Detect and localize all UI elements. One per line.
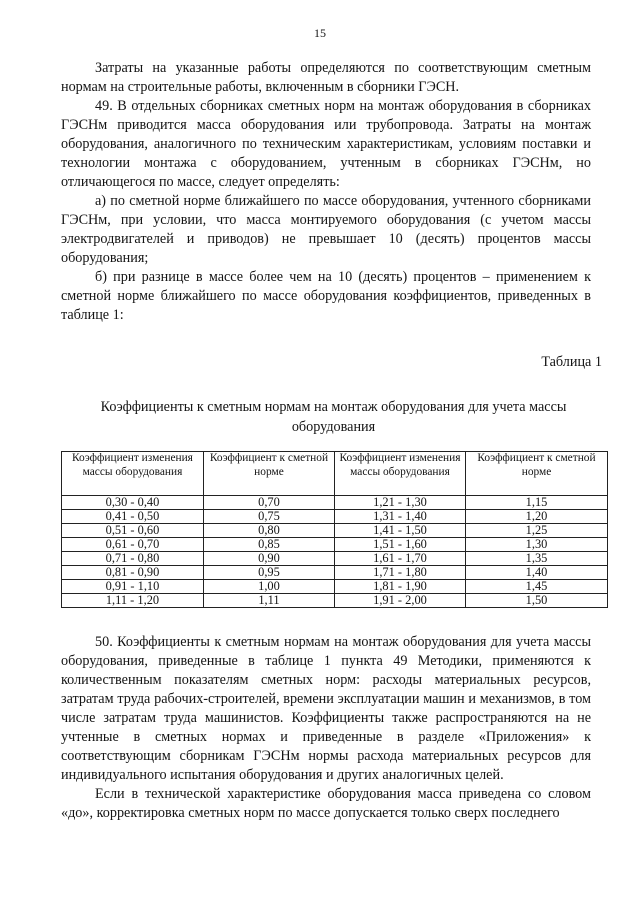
page-number: 15 xyxy=(314,26,326,40)
table-cell: 1,50 xyxy=(466,594,608,608)
table-title: Коэффициенты к сметным нормам на монтаж оборудования для учета массы оборудования xyxy=(100,399,567,435)
table-cell: 0,70 xyxy=(203,496,334,510)
paragraph-50: 50. Коэффициенты к сметным нормам на монтаж оборудования для учета массы оборудования, приведенные в таблице 1 пункта 49 Методики, применяются к количественным показателям сметных норм: расходы материальных ресурсов, затратам труда рабочих-строителей, времени эксплуатации машин и механизмов, в том числе затратам труда машинистов. Коэффициенты также распространяются на не учтенные в сметных нормах и приведенные в разделе «Приложения» к соответствующим сборникам ГЭСНм нормы расхода материальных ресурсов для индивидуального испытания оборудования и других аналогичных целей. xyxy=(61,634,591,783)
table-row xyxy=(62,496,608,510)
paragraph: Затраты на указанные работы определяются по соответствующим сметным нормам на строительные работы, включенным в сборники ГЭСН. xyxy=(61,60,591,95)
table-row xyxy=(62,566,608,580)
table-cell: 1,11 xyxy=(203,594,334,608)
table-header-row xyxy=(62,452,608,496)
table-cell: 1,51 - 1,60 xyxy=(334,538,465,552)
table-row xyxy=(62,594,608,608)
table-cell: 1,15 xyxy=(466,496,608,510)
table-cell: 1,41 - 1,50 xyxy=(334,524,465,538)
table-cell: 0,81 - 0,90 xyxy=(62,566,204,580)
table-cell: 1,71 - 1,80 xyxy=(334,566,465,580)
table-cell: 1,91 - 2,00 xyxy=(334,594,465,608)
table-cell: 0,85 xyxy=(203,538,334,552)
table-cell: 1,30 xyxy=(466,538,608,552)
table-cell: 1,25 xyxy=(466,524,608,538)
table-cell: 1,61 - 1,70 xyxy=(334,552,465,566)
table-row xyxy=(62,538,608,552)
body-text-bottom xyxy=(61,633,591,823)
table-cell: 0,75 xyxy=(203,510,334,524)
table-cell: 1,40 xyxy=(466,566,608,580)
table-row xyxy=(62,552,608,566)
table-header-cell: Коэффициент к сметной норме xyxy=(466,452,608,496)
table-body xyxy=(62,496,608,608)
table-cell: 0,91 - 1,10 xyxy=(62,580,204,594)
table-row xyxy=(62,524,608,538)
paragraph-49: 49. В отдельных сборниках сметных норм на монтаж оборудования в сборниках ГЭСНм приводится масса оборудования или трубопровода. Затраты на монтаж оборудования, аналогичного по техническим характеристикам, условиям поставки и технологии монтажа с оборудованием, учтенным в сборниках ГЭСНм, но отличающегося по массе, следует определять: xyxy=(61,98,591,190)
table-cell: 0,61 - 0,70 xyxy=(62,538,204,552)
table-cell: 1,45 xyxy=(466,580,608,594)
table-row xyxy=(62,510,608,524)
paragraph-49b: б) при разнице в массе более чем на 10 (десять) процентов – применением к сметной норме ближайшего по массе оборудования коэффициентов, приведенных в таблице 1: xyxy=(61,269,591,323)
body-text-top xyxy=(61,59,591,325)
table-header-cell: Коэффициент изменения массы оборудования xyxy=(62,452,204,496)
table-row xyxy=(62,580,608,594)
table-cell: 1,35 xyxy=(466,552,608,566)
table-cell: 1,20 xyxy=(466,510,608,524)
table-cell: 0,80 xyxy=(203,524,334,538)
table-label: Таблица 1 xyxy=(541,354,602,370)
table-cell: 1,31 - 1,40 xyxy=(334,510,465,524)
paragraph-49a: а) по сметной норме ближайшего по массе оборудования, учтенного сборниками ГЭСНм, при условии, что масса монтируемого оборудования (с учетом массы электродвигателей и приводов) не превышает 10 (десять) процентов массы оборудования; xyxy=(61,193,591,266)
table-header-cell: Коэффициент изменения массы оборудования xyxy=(334,452,465,496)
table-cell: 1,81 - 1,90 xyxy=(334,580,465,594)
table-cell: 1,21 - 1,30 xyxy=(334,496,465,510)
table-cell: 0,51 - 0,60 xyxy=(62,524,204,538)
table-cell: 1,11 - 1,20 xyxy=(62,594,204,608)
table-header-cell: Коэффициент к сметной норме xyxy=(203,452,334,496)
table-cell: 0,90 xyxy=(203,552,334,566)
paragraph: Если в технической характеристике оборудования масса приведена со словом «до», корректировка сметных норм по массе допускается только сверх последнего xyxy=(61,786,591,821)
table-cell: 0,95 xyxy=(203,566,334,580)
table-cell: 1,00 xyxy=(203,580,334,594)
coefficient-table xyxy=(61,451,608,608)
table-cell: 0,41 - 0,50 xyxy=(62,510,204,524)
table-cell: 0,30 - 0,40 xyxy=(62,496,204,510)
table-cell: 0,71 - 0,80 xyxy=(62,552,204,566)
